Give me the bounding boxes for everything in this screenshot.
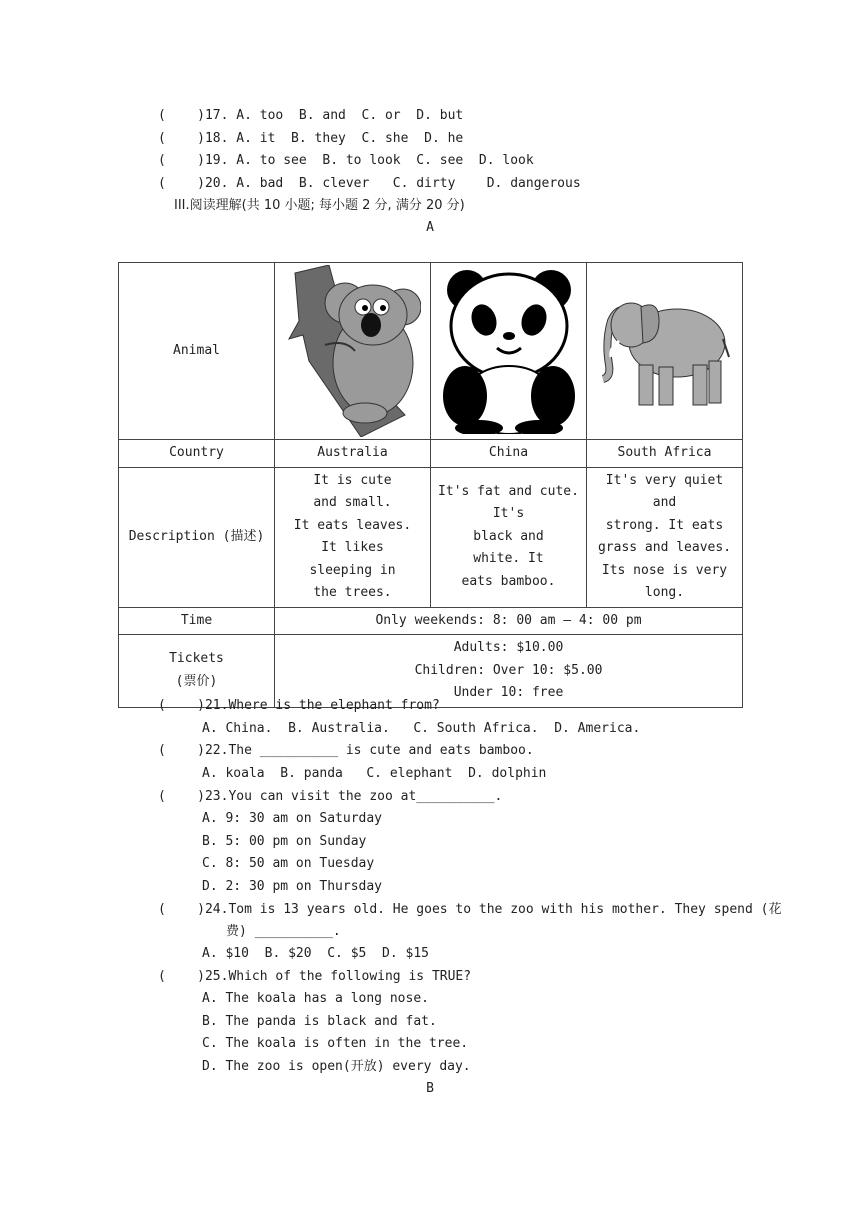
tickets-label: Tickets (票价) [119,635,275,708]
option-23b: B. 5: 00 pm on Sunday [202,834,367,849]
country-panda: China [431,440,587,468]
answer-blank[interactable]: ( ) [158,176,205,191]
question-text: 20. A. bad B. clever C. dirty D. dangerous [204,176,581,191]
option-25a: A. The koala has a long nose. [202,991,429,1006]
time-label: Time [119,607,275,635]
option-25c: C. The koala is often in the tree. [202,1036,469,1051]
question-22: ( )22.The __________ is cute and eats bamboo. [158,743,534,758]
question-24-cont: 费) __________. [226,924,341,939]
answer-blank[interactable]: ( ) [158,131,205,146]
animal-label: Animal [119,263,275,440]
tickets-value: Adults: $10.00 Children: Over 10: $5.00 Under 10: free [275,635,743,708]
question-21: ( )21.Where is the elephant from? [158,698,440,713]
option-25d: D. The zoo is open(开放) every day. [202,1059,471,1074]
panda-icon [439,268,579,434]
answer-blank[interactable]: ( ) [158,153,205,168]
answer-blank[interactable]: ( ) [158,902,205,917]
question-19 [158,152,534,170]
panda-cell [431,263,587,440]
description-panda: It's fat and cute. It's black and white. It eats bamboo. [431,467,587,607]
question-24: ( )24.Tom is 13 years old. He goes to the zoo with his mother. They spend (花 [158,902,782,917]
part-label-a: A [426,220,434,235]
option-25b: B. The panda is black and fat. [202,1014,437,1029]
answer-blank[interactable]: ( ) [158,108,205,123]
description-elephant: It's very quiet and strong. It eats grass and leaves. Its nose is very long. [587,467,743,607]
question-20 [158,175,581,193]
option-23a: A. 9: 30 am on Saturday [202,811,383,826]
part-label-b: B [426,1081,434,1096]
koala-cell [275,263,431,440]
option-23d: D. 2: 30 pm on Thursday [202,879,383,894]
question-25: ( )25.Which of the following is TRUE? [158,969,472,984]
question-18 [158,130,463,148]
country-row [119,440,743,468]
answer-blank[interactable]: ( ) [158,698,205,713]
question-23: ( )23.You can visit the zoo at__________. [158,789,503,804]
options-21: A. China. B. Australia. C. South Africa. D. America. [202,721,641,736]
country-label: Country [119,440,275,468]
description-label: Description (描述) [119,467,275,607]
animal-row [119,263,743,440]
answer-blank[interactable]: ( ) [158,969,205,984]
elephant-cell [587,263,743,440]
description-koala: It is cute and small. It eats leaves. It likes sleeping in the trees. [275,467,431,607]
answer-blank[interactable]: ( ) [158,789,205,804]
option-23c: C. 8: 50 am on Tuesday [202,856,375,871]
description-row [119,467,743,607]
question-text: 19. A. to see B. to look C. see D. look [204,153,534,168]
question-text: 17. A. too B. and C. or D. but [204,108,464,123]
section-title: III.阅读理解(共 10 小题; 每小题 2 分, 满分 20 分) [174,198,465,213]
country-koala: Australia [275,440,431,468]
country-elephant: South Africa [587,440,743,468]
koala-icon [285,265,421,437]
question-text: 18. A. it B. they C. she D. he [204,131,464,146]
elephant-icon [597,291,733,411]
options-24: A. $10 B. $20 C. $5 D. $15 [202,946,429,961]
answer-blank[interactable]: ( ) [158,743,205,758]
question-17 [158,107,463,125]
time-value: Only weekends: 8: 00 am — 4: 00 pm [275,607,743,635]
zoo-info-table [118,262,743,708]
options-22: A. koala B. panda C. elephant D. dolphin [202,766,547,781]
time-row [119,607,743,635]
